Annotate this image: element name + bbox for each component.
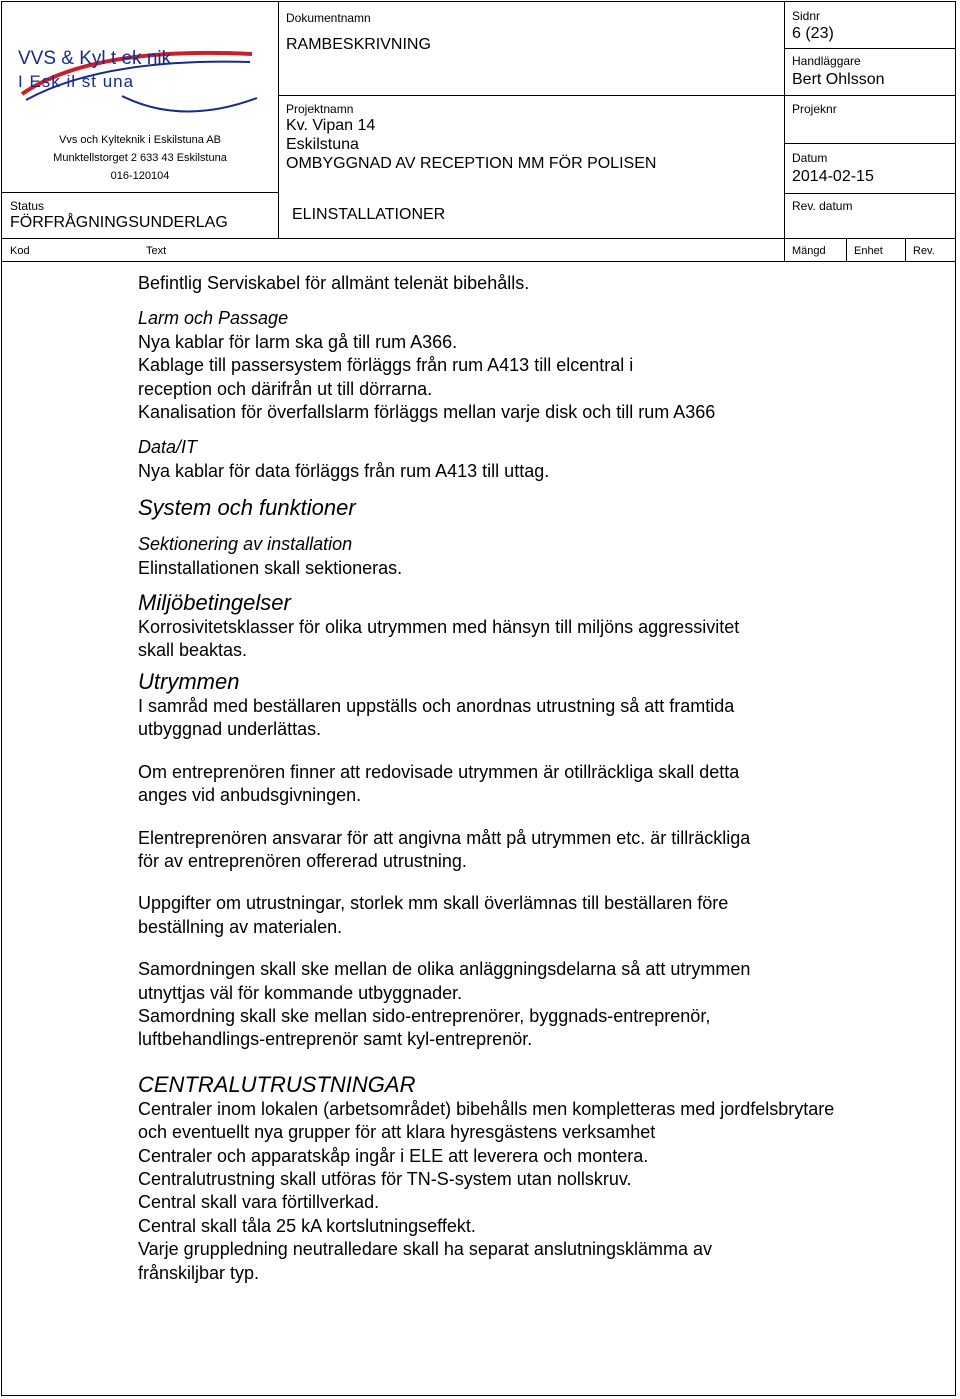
company-address: Munktellstorget 2 633 43 Eskilstuna <box>53 152 227 164</box>
paragraph: Uppgifter om utrustningar, storlek mm skall överlämnas till beställaren före <box>138 893 729 914</box>
paragraph: Centralutrustning skall utföras för TN-S-system utan nollskruv. <box>138 1168 632 1189</box>
paragraph: skall beaktas. <box>138 640 248 661</box>
column-unit: Enhet <box>854 245 883 257</box>
status-value: FÖRFRÅGNINGSUNDERLAG <box>10 214 228 231</box>
handler-label: Handläggare <box>792 54 861 68</box>
paragraph: och eventuellt nya grupper för att klara hyresgästens verksamhet <box>138 1122 656 1143</box>
header-divider-3 <box>278 95 956 96</box>
document-body <box>138 272 943 1285</box>
paragraph: Om entreprenören finner att redovisade utrymmen är otillräckliga skall detta <box>138 761 740 782</box>
header-divider-2 <box>784 1 785 239</box>
paragraph: Central skall vara förtillverkad. <box>138 1192 380 1213</box>
section-title: ELINSTALLATIONER <box>292 206 446 223</box>
project-line-3: OMBYGGNAD AV RECEPTION MM FÖR POLISEN <box>286 155 657 172</box>
paragraph: Elentreprenören ansvarar för att angivna mått på utrymmen etc. är tillräckliga <box>138 827 751 848</box>
section-heading-data: Data/IT <box>138 437 198 458</box>
paragraph: Samordning skall ske mellan sido-entreprenörer, byggnads-entreprenör, <box>138 1005 711 1026</box>
date-value: 2014-02-15 <box>792 168 874 185</box>
paragraph: Kanalisation för överfallslarm förläggs mellan varje disk och till rum A366 <box>138 402 716 423</box>
page-number: 6 (23) <box>792 25 834 42</box>
column-divider-3 <box>905 239 906 261</box>
section-heading-larm: Larm och Passage <box>138 308 289 329</box>
paragraph: Nya kablar för larm ska gå till rum A366. <box>138 331 458 352</box>
section-heading-utrymmen: Utrymmen <box>138 668 240 694</box>
doc-name: RAMBESKRIVNING <box>286 36 431 53</box>
paragraph: Nya kablar för data förläggs från rum A413 till uttag. <box>138 460 550 481</box>
column-text: Text <box>146 245 167 257</box>
logo-line-1: VVS & Kyl t ek nik <box>18 48 172 69</box>
column-code: Kod <box>10 245 30 257</box>
company-name: Vvs och Kylteknik i Eskilstuna AB <box>58 134 221 146</box>
header-divider-5 <box>784 143 956 144</box>
section-heading-central: CENTRALUTRUSTNINGAR <box>138 1071 416 1097</box>
project-no-label: Projeknr <box>792 102 837 116</box>
handler-value: Bert Ohlsson <box>792 71 885 88</box>
section-heading-sektion: Sektionering av installation <box>138 534 353 555</box>
paragraph: I samråd med beställaren uppställs och anordnas utrustning så att framtida <box>138 695 735 716</box>
date-label: Datum <box>792 151 828 165</box>
header-divider-6 <box>784 193 956 194</box>
column-quantity: Mängd <box>792 245 826 257</box>
header-divider-7 <box>1 192 278 193</box>
paragraph: Elinstallationen skall sektioneras. <box>138 557 403 578</box>
paragraph: Befintlig Serviskabel för allmänt telenät bibehålls. <box>138 273 530 293</box>
paragraph: Kablage till passersystem förläggs från rum A413 till elcentral i <box>138 355 634 376</box>
section-heading-system: System och funktioner <box>138 495 356 521</box>
paragraph: Varje gruppledning neutralledare skall ha separat anslutningsklämma av <box>138 1239 713 1260</box>
column-divider-1 <box>784 239 785 261</box>
column-header-underline <box>1 261 956 262</box>
header-divider-4 <box>784 48 956 49</box>
project-line-1: Kv. Vipan 14 <box>286 117 376 134</box>
column-rev: Rev. <box>913 245 935 257</box>
paragraph: utnyttjas väl för kommande utbyggnader. <box>138 982 463 1003</box>
paragraph: Centraler inom lokalen (arbetsområdet) bibehålls men kompletteras med jordfelsbrytare <box>138 1098 835 1119</box>
paragraph: Korrosivitetsklasser för olika utrymmen med hänsyn till miljöns aggressivitet <box>138 617 740 638</box>
project-line-2: Eskilstuna <box>286 136 359 153</box>
paragraph: anges vid anbudsgivningen. <box>138 785 362 806</box>
paragraph: Samordningen skall ske mellan de olika anläggningsdelarna så att utrymmen <box>138 959 751 980</box>
paragraph: Central skall tåla 25 kA kortslutningseffekt. <box>138 1215 476 1236</box>
project-name-label: Projektnamn <box>286 102 354 116</box>
doc-name-label: Dokumentnamn <box>286 11 371 25</box>
header-divider-1 <box>278 1 279 239</box>
company-phone: 016-120104 <box>110 170 170 182</box>
paragraph: Centraler och apparatskåp ingår i ELE att leverera och montera. <box>138 1145 649 1166</box>
paragraph: för av entreprenören offererad utrustning. <box>138 850 467 871</box>
paragraph: frånskiljbar typ. <box>138 1262 260 1283</box>
paragraph: reception och därifrån ut till dörrarna. <box>138 378 433 399</box>
rev-date-label: Rev. datum <box>792 199 853 213</box>
paragraph: utbyggnad underlättas. <box>138 719 322 740</box>
status-label: Status <box>10 199 45 213</box>
logo-line-2: I Esk il st una <box>18 72 135 91</box>
section-heading-miljo: Miljöbetingelser <box>138 590 291 616</box>
column-divider-2 <box>846 239 847 261</box>
page-label: Sidnr <box>792 9 821 23</box>
paragraph: beställning av materialen. <box>138 916 343 937</box>
paragraph: luftbehandlings-entreprenör samt kyl-entreprenör. <box>138 1029 533 1050</box>
